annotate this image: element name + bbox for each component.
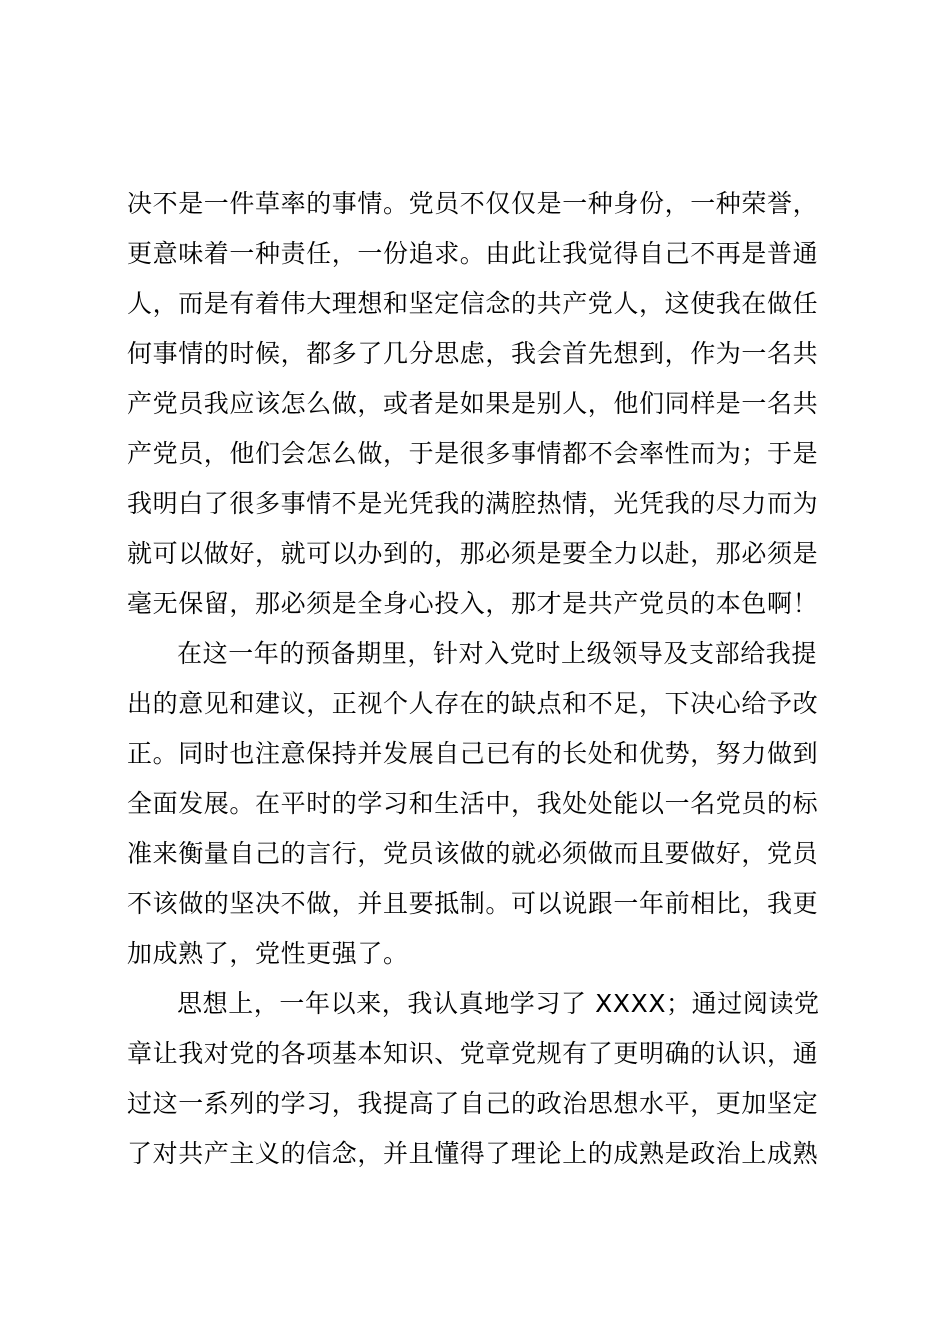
text-line: 我明白了很多事情不是光凭我的满腔热情，光凭我的尽力而为 — [127, 489, 819, 518]
text-line: 毫无保留，那必须是全身心投入，那才是共产党员的本色啊！ — [127, 589, 819, 618]
text-line: 就可以做好，就可以办到的，那必须是要全力以赴，那必须是 — [127, 539, 819, 568]
text-line: 了对共产主义的信念，并且懂得了理论上的成熟是政治上成熟 — [127, 1139, 819, 1168]
text-line: 加成熟了，党性更强了。 — [127, 939, 409, 968]
text-line: 过这一系列的学习，我提高了自己的政治思想水平，更加坚定 — [127, 1089, 819, 1118]
text-line: 人，而是有着伟大理想和坚定信念的共产党人，这使我在做任 — [127, 289, 819, 318]
text-line: 不该做的坚决不做，并且要抵制。可以说跟一年前相比，我更 — [127, 889, 819, 918]
paragraph-first-line: 思想上，一年以来，我认真地学习了 XXXX；通过阅读党 — [177, 989, 820, 1018]
text-line: 章让我对党的各项基本知识、党章党规有了更明确的认识，通 — [127, 1039, 819, 1068]
text-line: 全面发展。在平时的学习和生活中，我处处能以一名党员的标 — [127, 789, 819, 818]
text-line: 更意味着一种责任，一份追求。由此让我觉得自己不再是普通 — [127, 239, 819, 268]
text-line: 正。同时也注意保持并发展自己已有的长处和优势，努力做到 — [127, 739, 819, 768]
text-line: 产党员我应该怎么做，或者是如果是别人，他们同样是一名共 — [127, 389, 819, 418]
document-body — [127, 179, 837, 1179]
text-line: 何事情的时候，都多了几分思虑，我会首先想到，作为一名共 — [127, 339, 819, 368]
text-line: 决不是一件草率的事情。党员不仅仅是一种身份，一种荣誉， — [127, 189, 819, 218]
text-line: 出的意见和建议，正视个人存在的缺点和不足，下决心给予改 — [127, 689, 819, 718]
paragraph-first-line: 在这一年的预备期里，针对入党时上级领导及支部给我提 — [177, 639, 818, 668]
text-line: 产党员，他们会怎么做，于是很多事情都不会率性而为；于是 — [127, 439, 819, 468]
text-line: 准来衡量自己的言行，党员该做的就必须做而且要做好，党员 — [127, 839, 819, 868]
